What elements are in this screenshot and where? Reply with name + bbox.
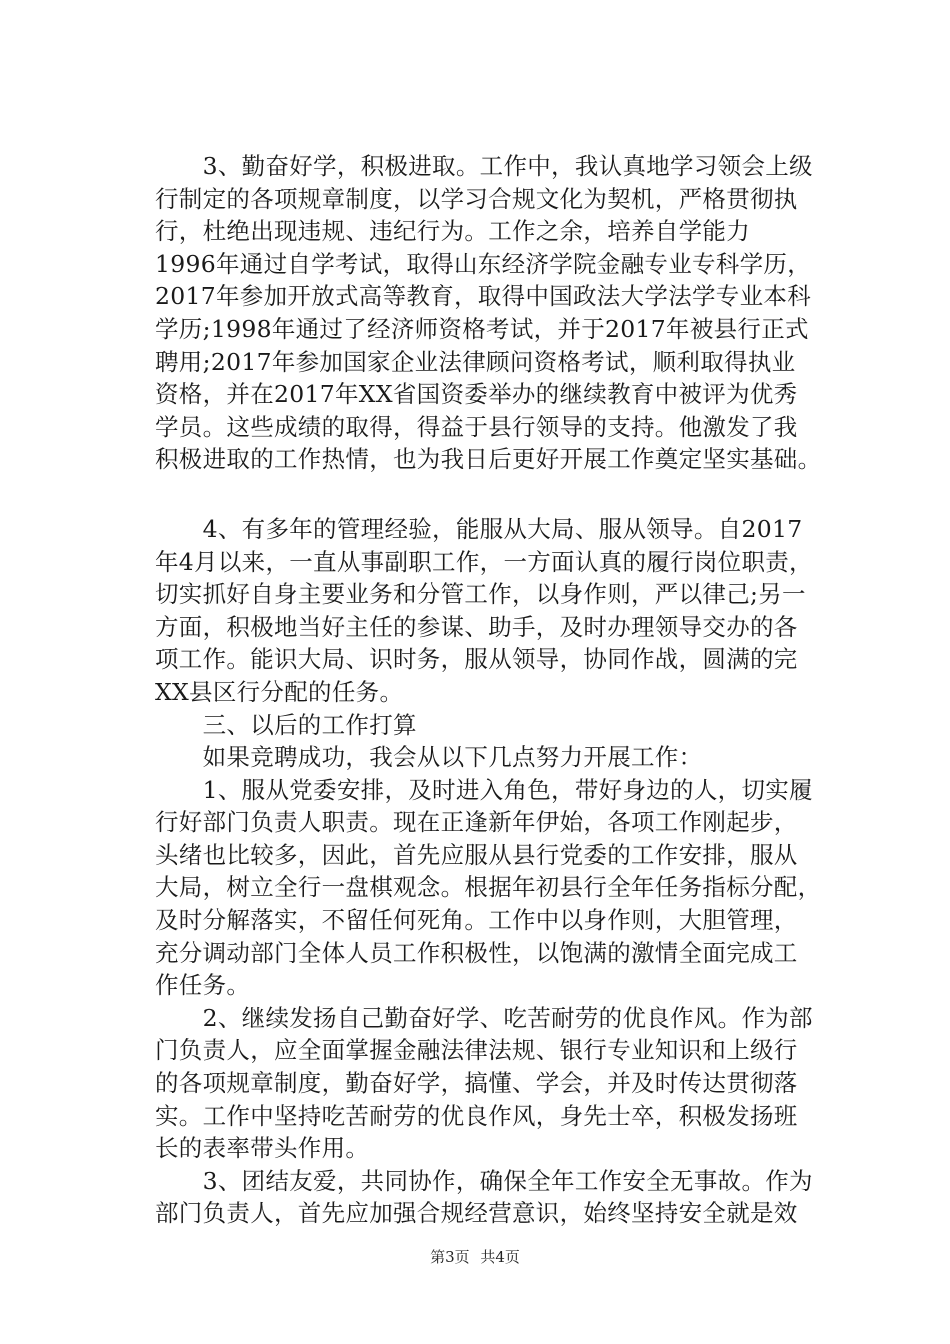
text-line: 部门负责人，首先应加强合规经营意识，始终坚持安全就是效 (155, 1199, 798, 1228)
text-line: 大局，树立全行一盘棋观念。根据年初县行全年任务指标分配， (155, 873, 822, 902)
page-total: 共4页 (480, 1248, 520, 1266)
text-line: 2、继续发扬自己勤奋好学、吃苦耐劳的优良作风。作为部 (155, 1003, 813, 1032)
text-line: 1、服从党委安排，及时进入角色，带好身边的人，切实履 (155, 775, 813, 804)
text-line: 3、勤奋好学，积极进取。工作中，我认真地学习领会上级 (155, 152, 813, 180)
text-line: 项工作。能识大局、识时务，服从领导，协同作战，圆满的完 (155, 645, 798, 674)
section-heading-future-plans (155, 709, 855, 742)
text-line: 的各项规章制度，勤奋好学，搞懂、学会，并及时传达贯彻落 (155, 1069, 798, 1098)
paragraph-plan-1 (155, 774, 855, 1002)
text-line: 头绪也比较多，因此，首先应服从县行党委的工作安排，服从 (155, 840, 798, 869)
text-line: 作任务。 (155, 971, 251, 1000)
text-line: 资格，并在2017年XX省国资委举办的继续教育中被评为优秀 (155, 380, 798, 409)
page-footer (0, 1246, 950, 1267)
text-line: 三、以后的工作打算 (155, 710, 417, 739)
text-line: 充分调动部门全体人员工作积极性，以饱满的激情全面完成工 (155, 938, 798, 967)
text-line: 1996年通过自学考试，取得山东经济学院金融专业专科学历， (155, 249, 812, 278)
paragraph-management-experience (155, 513, 855, 709)
text-line: 学历;1998年通过了经济师资格考试，并于2017年被县行正式 (155, 314, 809, 343)
paragraph-plan-2 (155, 1002, 855, 1165)
document-body (155, 150, 855, 1230)
text-line: 3、团结友爱，共同协作，确保全年工作安全无事故。作为 (155, 1166, 813, 1195)
text-line: 行，杜绝出现违规、违纪行为。工作之余，培养自学能力 (155, 217, 750, 246)
text-line: 行制定的各项规章制度，以学习合规文化为契机，严格贯彻执 (155, 184, 798, 213)
page-number: 第3页 (430, 1248, 470, 1266)
text-line: 行好部门负责人职责。现在正逢新年伊始，各项工作刚起步， (155, 808, 798, 837)
text-line: 2017年参加开放式高等教育，取得中国政法大学法学专业本科 (155, 282, 812, 311)
paragraph-plan-3 (155, 1165, 855, 1230)
text-line: 学员。这些成绩的取得，得益于县行领导的支持。他激发了我 (155, 412, 798, 441)
text-line: 积极进取的工作热情，也为我日后更好开展工作奠定坚实基础。 (155, 445, 822, 474)
text-line: XX县区行分配的任务。 (155, 677, 404, 706)
text-line: 实。工作中坚持吃苦耐劳的优良作风，身先士卒，积极发扬班 (155, 1101, 798, 1130)
text-line: 门负责人，应全面掌握金融法律法规、银行专业知识和上级行 (155, 1036, 798, 1065)
paragraph-intro (155, 741, 855, 774)
paragraph-spacer (155, 476, 855, 513)
text-line: 年4月以来，一直从事副职工作，一方面认真的履行岗位职责， (155, 547, 813, 576)
text-line: 聘用;2017年参加国家企业法律顾问资格考试，顺利取得执业 (155, 347, 796, 376)
paragraph-study-hard (155, 150, 855, 476)
text-line: 4、有多年的管理经验，能服从大局、服从领导。自2017 (155, 514, 803, 543)
text-line: 长的表率带头作用。 (155, 1134, 370, 1163)
text-line: 如果竞聘成功，我会从以下几点努力开展工作： (155, 743, 703, 772)
text-line: 及时分解落实，不留任何死角。工作中以身作则，大胆管理， (155, 906, 798, 935)
text-line: 切实抓好自身主要业务和分管工作，以身作则，严以律己;另一 (155, 580, 806, 609)
text-line: 方面，积极地当好主任的参谋、助手，及时办理领导交办的各 (155, 612, 798, 641)
